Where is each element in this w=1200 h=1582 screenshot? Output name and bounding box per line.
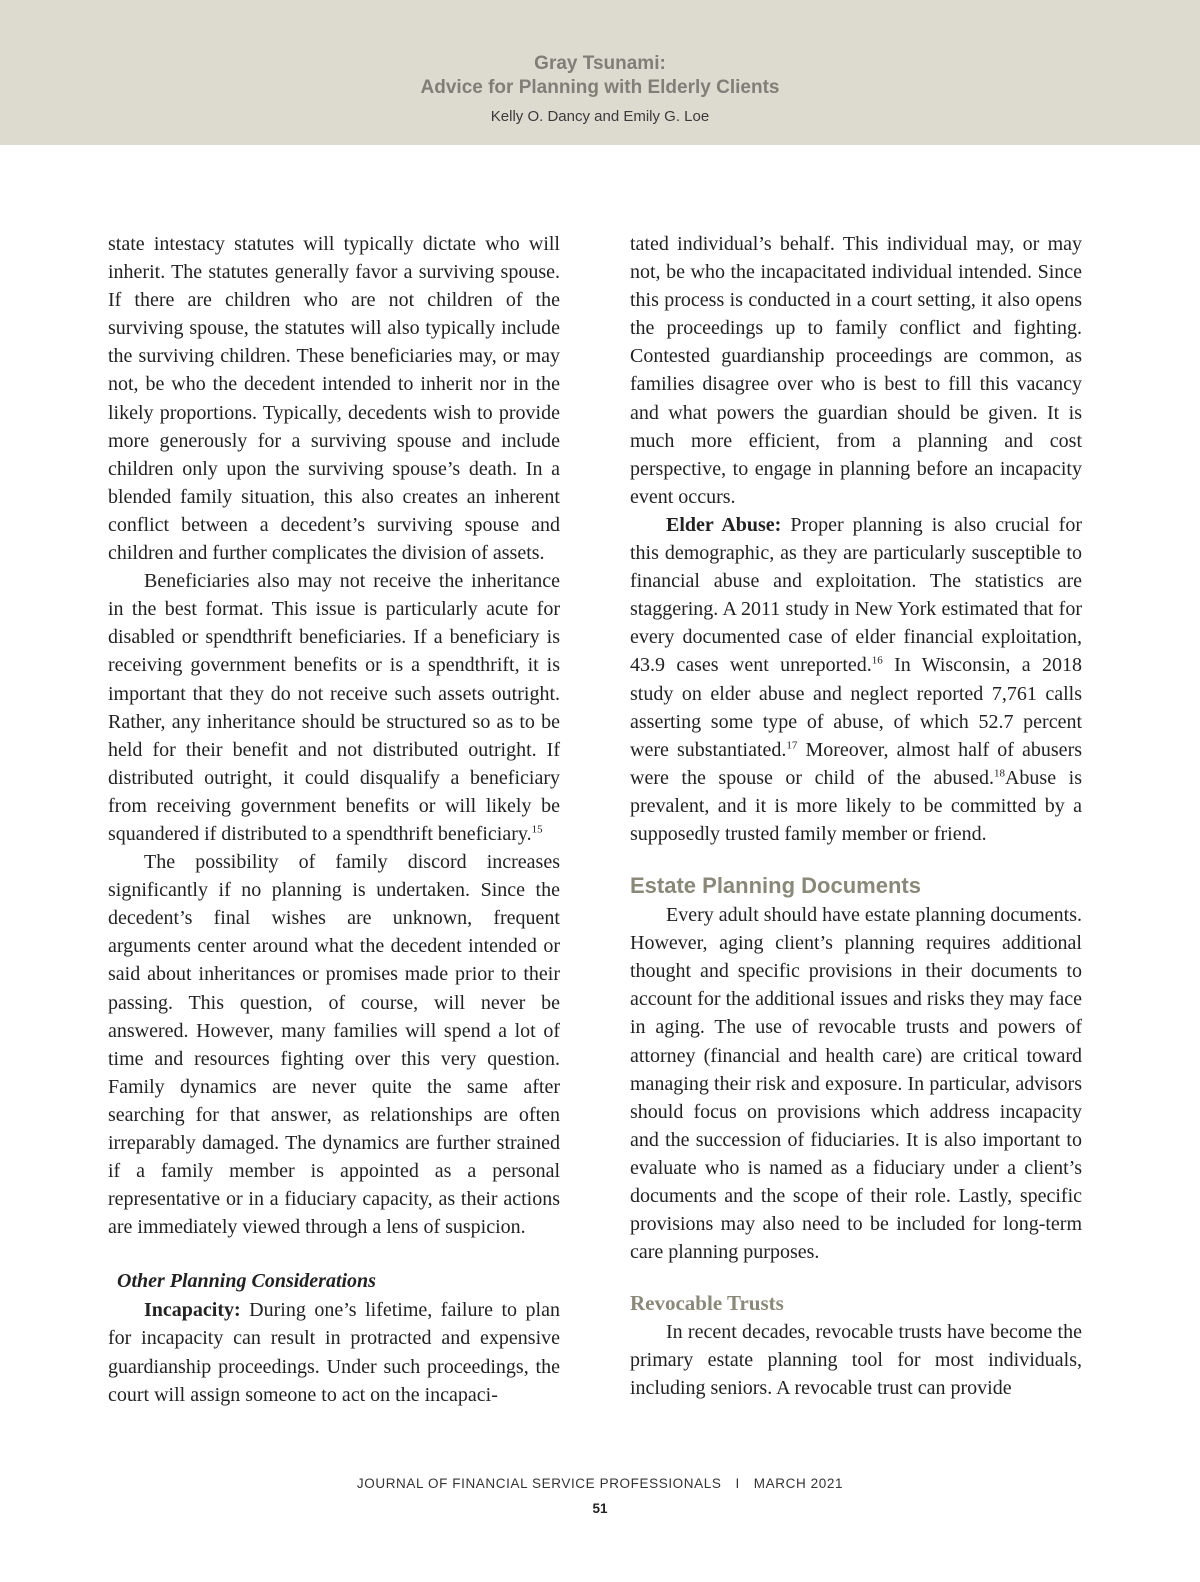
paragraph-incapacity: [108, 1296, 560, 1408]
header-band: [0, 0, 1200, 145]
footnote-ref-17: 17: [786, 739, 798, 752]
left-column: [108, 230, 560, 1409]
section-heading-estate-planning: Estate Planning Documents: [630, 873, 921, 899]
article-title-line-2: Advice for Planning with Elderly Clients: [420, 77, 780, 98]
paragraph-text: During one’s lifetime, failure to plan for incapacity can result in protracted and expensive guardianship proceedings. Under such proceedings, the court will assign someone to act on the incapaci-: [108, 1299, 560, 1406]
runin-elder-abuse: Elder Abuse:: [666, 513, 782, 536]
article-authors: Kelly O. Dancy and Emily G. Loe: [490, 108, 710, 125]
paragraph-text: Every adult should have estate planning documents. However, aging client’s planning requires additional thought and specific provisions in their documents to account for the additional issues and risks they may face in aging. The use of revocable trusts and powers of attorney (financial and health care) are critical toward managing their risk and exposure. In particular, advisors should focus on provisions which address incapacity and the succession of fiduciaries. It is also important to evaluate who is named as a fiduciary under a client’s documents and the scope of their role. Lastly, specific provisions may also need to be included for long-term care planning purposes.: [630, 904, 1083, 1264]
paragraph-text: Moreover, almost half of abusers were the spouse or child of the abused.: [630, 738, 1083, 789]
paragraph-text: state intestacy statutes will typically dictate who will inherit. The statutes generally favor a surviving spouse. If there are children who are not children of the surviving spouse, the statutes will also typically include the surviving children. These beneficiaries may, or may not, be who the decedent intended to inherit nor in the likely proportions. Typically, decedents wish to provide more generously for a surviving spouse and include children only upon the surviving spouse’s death. In a blended family situation, this also creates an inherent conflict between a decedent’s surviving spouse and children and further complicates the division of assets.: [108, 233, 560, 565]
paragraph-text: Proper planning is also crucial for this demographic, as they are particularly susceptible to financial abuse and exploitation. The statistics are staggering. A 2011 study in New York estimated that for every documented case of elder financial exploitation, 43.9 cases went unreported.: [630, 513, 1083, 677]
paragraph-text: tated individual’s behalf. This individual may, or may not, be who the incapacitated individual intended. Since this process is conducted in a court setting, it also opens the proceedings up to family conflict and fighting. Contested guardianship proceedings are common, as families disagree over who is best to fill this vacancy and what powers the guardian should be given. It is much more efficient, from a planning and cost perspective, to engage in planning before an incapacity event occurs.: [630, 233, 1082, 508]
paragraph-text: In Wisconsin, a 2018 study on elder abuse and neglect reported 7,761 calls asserting some type of abuse, of which 52.7 percent were substantiated.: [630, 654, 1082, 761]
footnote-ref-15: 15: [531, 823, 543, 836]
paragraph-family-discord: [108, 848, 560, 1241]
subheading-other-planning: Other Planning Considerations: [117, 1270, 376, 1293]
paragraph-text: The possibility of family discord increases significantly if no planning is undertaken. Since the decedent’s final wishes are unknown, frequent arguments center around what the decedent intended or said about inheritances or promises made prior to their passing. This question, of course, will never be answered. However, many families will spend a lot of time and resources fighting over this very question. Family dynamics are never quite the same after searching for that answer, as relationships are often irreparably damaged. The dynamics are further strained if a family member is appointed as a personal representative or in a fiduciary capacity, as their actions are immediately viewed through a lens of suspicion.: [108, 851, 560, 1239]
paragraph-text: In recent decades, revocable trusts have become the primary estate planning tool for most individuals, including seniors. A revocable trust can provide: [630, 1321, 1082, 1400]
footnote-ref-18: 18: [993, 767, 1005, 780]
article-title-line-1: Gray Tsunami:: [534, 53, 666, 74]
paragraph-beneficiaries: [108, 567, 560, 848]
footnote-ref-16: 16: [871, 654, 883, 667]
paragraph-text: Abuse is prevalent, and it is more likely to be committed by a supposedly trusted family member or friend.: [630, 766, 1082, 845]
paragraph-estate-documents: [630, 901, 1082, 1266]
paragraph-guardianship: [630, 230, 1082, 511]
paragraph-intestacy: [108, 230, 560, 567]
paragraph-elder-abuse: [630, 511, 1082, 848]
page-number: 51: [592, 1501, 608, 1516]
issue-date: MARCH 2021: [753, 1476, 844, 1491]
paragraph-text: Beneficiaries also may not receive the inheritance in the best format. This issue is particularly acute for disabled or spendthrift beneficiaries. If a beneficiary is receiving government benefits or is a spendthrift, it is important that they do not receive such assets outright. Rather, any inheritance should be structured so as to be held for their benefit and not distributed outright. If distributed outright, it could disqualify a beneficiary from receiving government benefits or will likely be squandered if distributed to a spendthrift beneficiary.: [108, 570, 560, 845]
footer-separator: I: [735, 1476, 740, 1491]
runin-incapacity: Incapacity:: [144, 1299, 241, 1322]
right-column: [630, 230, 1082, 1403]
footer-running-title: [0, 1475, 1200, 1493]
paragraph-revocable-trusts: [630, 1318, 1082, 1402]
subheading-revocable-trusts: Revocable Trusts: [630, 1291, 784, 1316]
journal-name: JOURNAL OF FINANCIAL SERVICE PROFESSIONALS: [356, 1476, 722, 1491]
